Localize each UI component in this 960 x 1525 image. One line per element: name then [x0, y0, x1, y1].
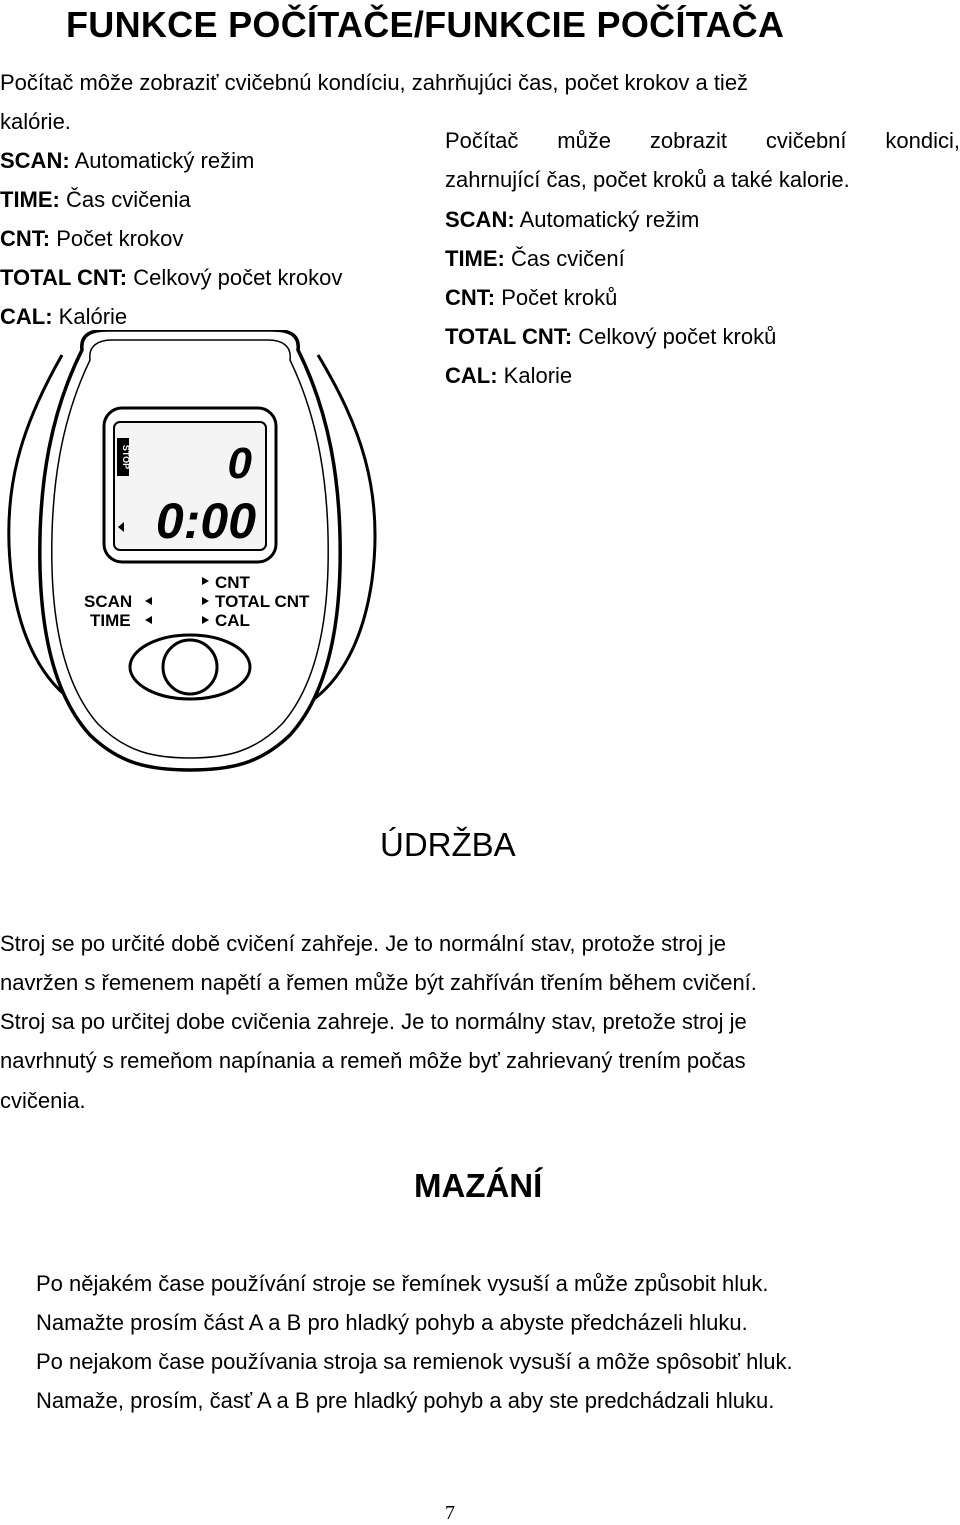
lubrication-line: Namažte prosím část A a B pro hladký pohyb a abyste předcházeli hluku.	[36, 1310, 748, 1335]
sk-item-time	[0, 187, 191, 213]
lcd-time-value: 0:00	[155, 493, 256, 549]
lubrication-line: Po nejakom čase používania stroja sa remienok vysuší a môže spôsobiť hluk.	[36, 1349, 793, 1374]
cz-item-desc: Celkový počet kroků	[578, 324, 777, 349]
sk-item-desc: Celkový počet krokov	[133, 265, 343, 290]
maintenance-line: navrhnutý s remeňom napínania a remeň môže byť zahrievaný trením počas	[0, 1048, 746, 1073]
page-number: 7	[445, 1502, 455, 1524]
cz-item-cnt	[445, 285, 617, 311]
maintenance-line: Stroj se po určité době cvičení zahřeje. Je to normální stav, protože stroj je	[0, 931, 726, 956]
cz-item-desc: Automatický režim	[519, 207, 700, 232]
sk-intro-line-1: Počítač môže zobraziť cvičebnú kondíciu, zahrňujúci čas, počet krokov a tiež	[0, 70, 749, 95]
maintenance-line: Stroj sa po určitej dobe cvičenia zahreje. Je to normálny stav, pretože stroj je	[0, 1009, 747, 1034]
computer-display-illustration	[0, 330, 400, 775]
label-time: TIME	[90, 611, 131, 630]
maintenance-line: navržen s řemenem napětí a řemen může být zahříván třením během cvičení.	[0, 970, 757, 995]
maintenance-line: cvičenia.	[0, 1088, 86, 1113]
lubrication-line: Po nějakém čase používání stroje se řemínek vysuší a může způsobit hluk.	[36, 1271, 769, 1296]
sk-item-cnt	[0, 226, 183, 252]
sk-item-cal	[0, 304, 127, 330]
sk-item-total-cnt	[0, 265, 342, 291]
sk-item-key: CNT:	[0, 226, 51, 251]
lubrication-line: Namaže, prosím, časť A a B pre hladký pohyb a aby ste predchádzali hluku.	[36, 1388, 775, 1413]
sk-item-key: TOTAL CNT:	[0, 265, 128, 290]
maintenance-heading: ÚDRŽBA	[380, 826, 516, 863]
sk-item-desc: Kalórie	[58, 304, 128, 329]
cz-item-desc: Kalorie	[503, 363, 573, 388]
cz-intro-line-2: zahrnující čas, počet kroků a také kalorie.	[445, 167, 850, 192]
cz-item-key: CNT:	[445, 285, 496, 310]
label-cnt: CNT	[215, 573, 250, 592]
stop-label: STOP	[121, 444, 131, 470]
sk-item-key: TIME:	[0, 187, 60, 212]
label-scan: SCAN	[84, 592, 133, 611]
cz-item-total-cnt	[445, 324, 776, 350]
cz-item-key: SCAN:	[445, 207, 515, 232]
sk-item-key: CAL:	[0, 304, 53, 329]
label-total-cnt: TOTAL CNT	[215, 592, 310, 611]
label-cal: CAL	[215, 611, 250, 630]
sk-item-desc: Automatický režim	[74, 148, 255, 173]
page-title: FUNKCE POČÍTAČE/FUNKCIE POČÍTAČA	[66, 4, 785, 45]
cz-item-scan	[445, 207, 699, 233]
lcd-count-value: 0	[227, 439, 252, 488]
cz-item-key: TIME:	[445, 246, 505, 271]
cz-item-key: TOTAL CNT:	[445, 324, 573, 349]
mode-button[interactable]	[163, 640, 217, 694]
sk-intro-line-2: kalórie.	[0, 109, 71, 134]
sk-item-key: SCAN:	[0, 148, 70, 173]
lubrication-heading: MAZÁNÍ	[414, 1167, 543, 1204]
cz-intro-line-1: Počítač může zobrazit cvičební kondici,	[445, 128, 960, 153]
cz-item-key: CAL:	[445, 363, 498, 388]
sk-item-scan	[0, 148, 254, 174]
cz-item-desc: Počet kroků	[501, 285, 618, 310]
sk-item-desc: Čas cvičenia	[66, 187, 191, 212]
sk-item-desc: Počet krokov	[56, 226, 184, 251]
cz-item-time	[445, 246, 625, 272]
cz-item-desc: Čas cvičení	[511, 246, 625, 271]
cz-item-cal	[445, 363, 572, 389]
